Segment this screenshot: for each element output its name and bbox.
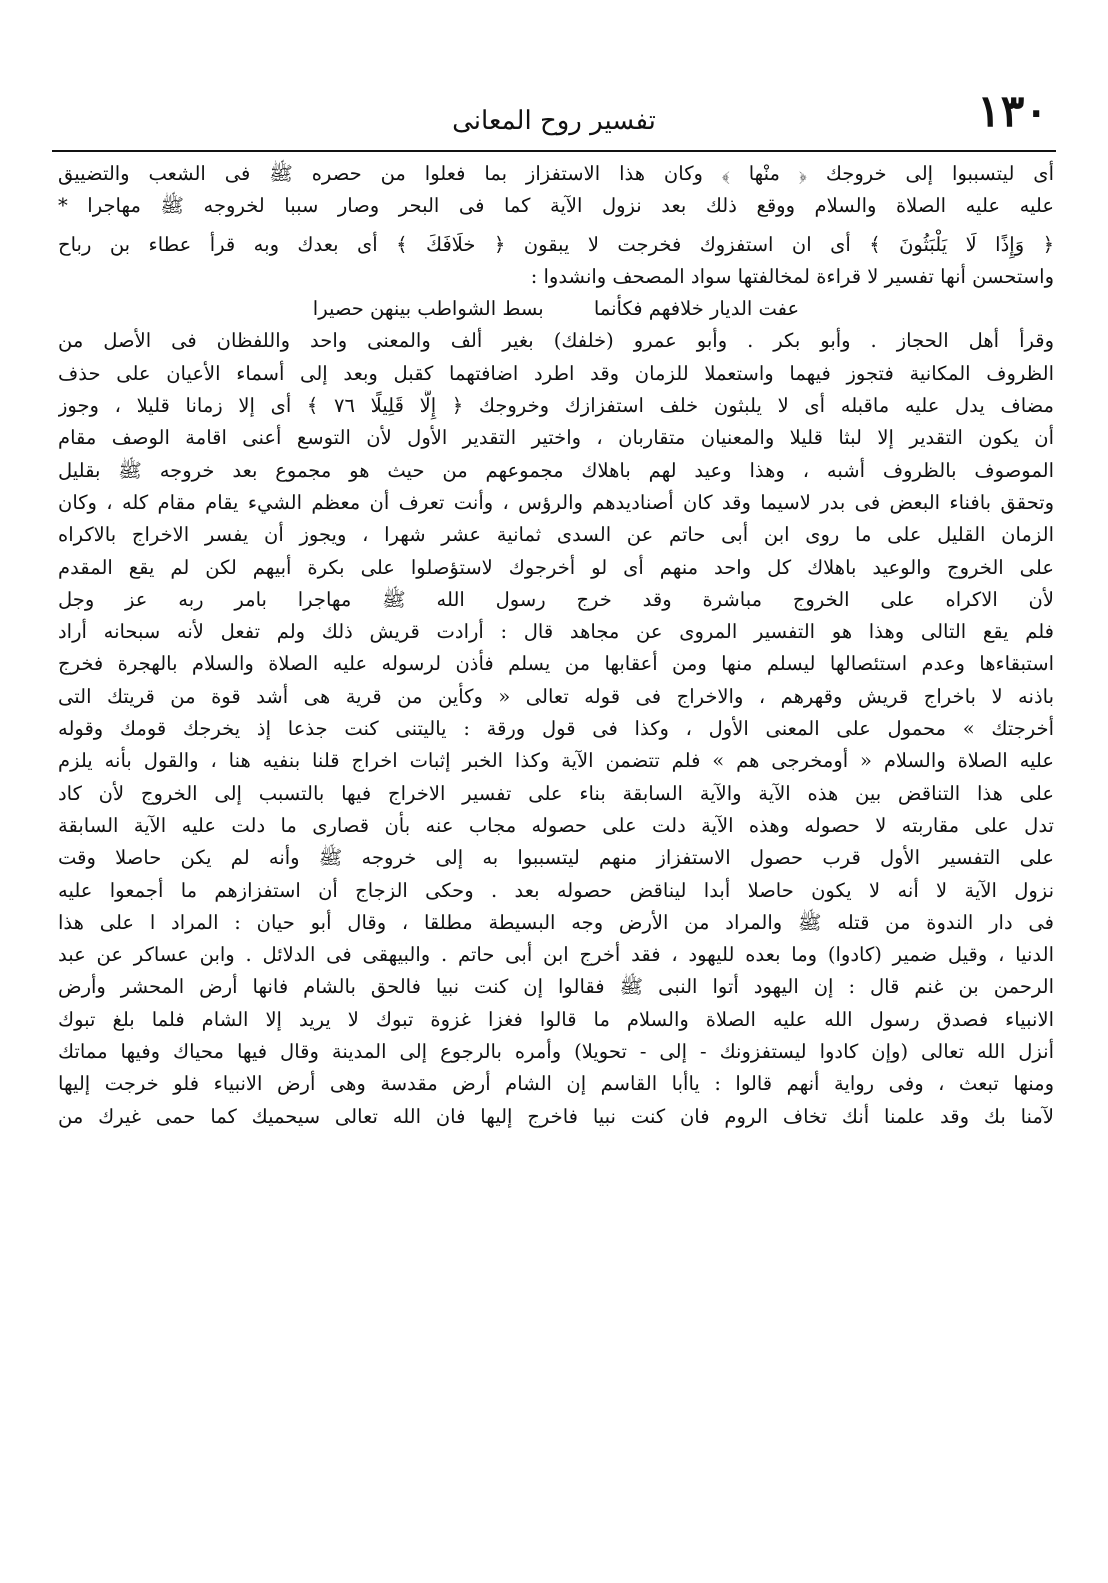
text-line: وتحقق بافناء البعض فى بدر لاسيما وقد كان أصناديدهم والرؤس ، وأنت تعرف أن معظم الشيء يقام مقام كله ، وكان <box>58 490 1054 514</box>
text-line: الرحمن بن غنم قال : إن اليهود أتوا النبى ﷺ فقالوا إن كنت نبيا فالحق بالشام فانها أرض المحشر وأرض <box>58 975 1054 999</box>
text-line: الانبياء فصدق رسول الله عليه الصلاة والسلام ما قالوا فغزا غزوة تبوك لا يريد إلا الشام فلما بلغ تبوك <box>58 1007 1054 1031</box>
text-line: أى ليتسببوا إلى خروجك ﴿ منْها ﴾ وكان هذا الاستفزاز بما فعلوا من حصره ﷺ فى الشعب والتضييق <box>58 162 1054 185</box>
text-line: لأن الاكراه على الخروج مباشرة وقد خرج رسول الله ﷺ مهاجرا بامر ربه عز وجل <box>58 587 1054 611</box>
text-line: فلم يقع التالى وهذا هو التفسير المروى عن مجاهد قال : أرادت قريش ذلك ولم تفعل لأنه سبحانه أراد <box>58 620 1054 644</box>
verse-hemistich-2: بسط الشواطب بينهن حصيرا <box>312 297 544 321</box>
verse-hemistich-1: عفت الديار خلافهم فكأنما <box>593 297 800 321</box>
text-line: أن يكون التقدير إلا لبثا قليلا والمعنيان متقاربان ، واختير التقدير الأول لأن التوسع أعنى اقامة الوصف مقام <box>58 426 1054 450</box>
text-line: على هذا التناقض بين هذه الآية والآية السابقة بناء على تفسير الاخراج فيها بالتسبب إلى الخروج لأن كاد <box>58 781 1054 805</box>
text-line: الموصوف بالظروف أشبه ، وهذا وعيد لهم باهلاك مجموعهم من حيث هو مجموع بعد خروجه ﷺ بقليل <box>58 458 1054 482</box>
verse-line <box>58 293 1054 325</box>
text-line: ﴿ وَإِذًا لَا يَلْبَثُونَ ﴾ أى ان استفزوك فخرجت لا يبقون ﴿ خلَافَكَ ﴾ أى بعدك وبه قرأ عطاء بن رباح <box>58 232 1054 256</box>
text-line: الزمان القليل على ما روى ابن أبى حاتم عن السدى ثمانية عشر شهرا ، ويجوز أن يفسر الاخراج بالاكراه <box>58 523 1054 547</box>
text-line: عليه عليه الصلاة والسلام ووقع ذلك بعد نزول الآية كما فى البحر وصار سببا لخروجه ﷺ مهاجرا * <box>58 194 1054 218</box>
text-line: استبقاءها وعدم استئصالها ليسلم منها ومن أعقابها من يسلم فأذن لرسوله عليه الصلاة والسلام بالهجرة فخرج <box>58 652 1054 676</box>
page-header <box>52 86 1056 152</box>
text-line: على التفسير الأول قرب حصول الاستفزاز منهم ليتسببوا به إلى خروجه ﷺ وأنه لم يكن حاصلا وقت <box>58 846 1054 870</box>
text-line: على الخروج والوعيد باهلاك كل واحد منهم أى لو أخرجوك لاستؤصلوا على بكرة أبيهم لكن لم يقع المقدم <box>58 555 1054 579</box>
text-line: وقرأ أهل الحجاز . وأبو بكر . وأبو عمرو (خلفك) بغير ألف والمعنى واحد واللفظان فى الأصل من <box>58 329 1054 353</box>
text-line: باذنه لا باخراج قريش وقهرهم ، والاخراج فى قوله تعالى « وكأين من قرية هى أشد قوة من قريتك التى <box>58 684 1054 708</box>
page-number: ١٣٠ <box>977 86 1048 137</box>
text-line: نزول الآية لا أنه لا يكون حاصلا أبدا ليناقض حصوله بعد . وحكى الزجاج أن استفزازهم ما أجمعوا عليه <box>58 878 1054 902</box>
text-line: عليه الصلاة والسلام « أومخرجى هم » فلم تتضمن الآية وكذا الخبر إثبات اخراج قلنا بنفيه هنا ، والقول بأنه يلزم <box>58 749 1054 773</box>
text-line: تدل على مقاربته لا حصوله وهذه الآية دلت على حصوله مجاب عنه بأن قصارى ما دلت عليه الآية السابقة <box>58 813 1054 837</box>
page-body <box>58 158 1054 1133</box>
text-line: الدنيا ، وقيل ضمير (كادوا) وما بعده لليهود ، فقد أخرج ابن أبى حاتم . والبيهقى فى الدلائل . وابن عساكر عن عبد <box>58 943 1054 967</box>
text-line: أخرجتك » محمول على المعنى الأول ، وكذا فى قول ورقة : ياليتنى كنت جذعا إذ يخرجك قومك وقوله <box>58 717 1054 741</box>
text-line: واستحسن أنها تفسير لا قراءة لمخالفتها سواد المصحف وانشدوا : <box>530 264 1054 288</box>
text-line: فى دار الندوة من قتله ﷺ والمراد من الأرض وجه البسيطة مطلقا ، وقال أبو حيان : المراد ا على هذا <box>58 910 1054 934</box>
text-line: الظروف المكانية فتجوز فيهما واستعملا للزمان وقد اطرد اضافتهما كقبل وبعد إلى أسماء الأعيان على حذف <box>58 361 1054 385</box>
text-line: لآمنا بك وقد علمنا أنك تخاف الروم فان كنت نبيا فاخرج إليها فان الله تعالى سيحميك كما حمى غيرك من <box>58 1104 1054 1128</box>
text-line: أنزل الله تعالى (وإن كادوا ليستفزونك - إلى - تحويلا) وأمره بالرجوع إلى المدينة وقال فيها محياك وفيها مماتك <box>58 1040 1054 1064</box>
text-line: مضاف يدل عليه ماقبله أى لا يلبثون خلف استفزازك وخروجك ﴿ إِلَّا قَلِيلًا ٧٦ ﴾ أى إلا زمانا قليلا ، وجوز <box>58 394 1054 418</box>
running-title: تفسير روح المعانى <box>452 106 656 136</box>
text-line: ومنها تبعث ، وفى رواية أنهم قالوا : ياأبا القاسم إن الشام أرض مقدسة وهى أرض الانبياء فلو خرجت إليها <box>58 1072 1054 1096</box>
